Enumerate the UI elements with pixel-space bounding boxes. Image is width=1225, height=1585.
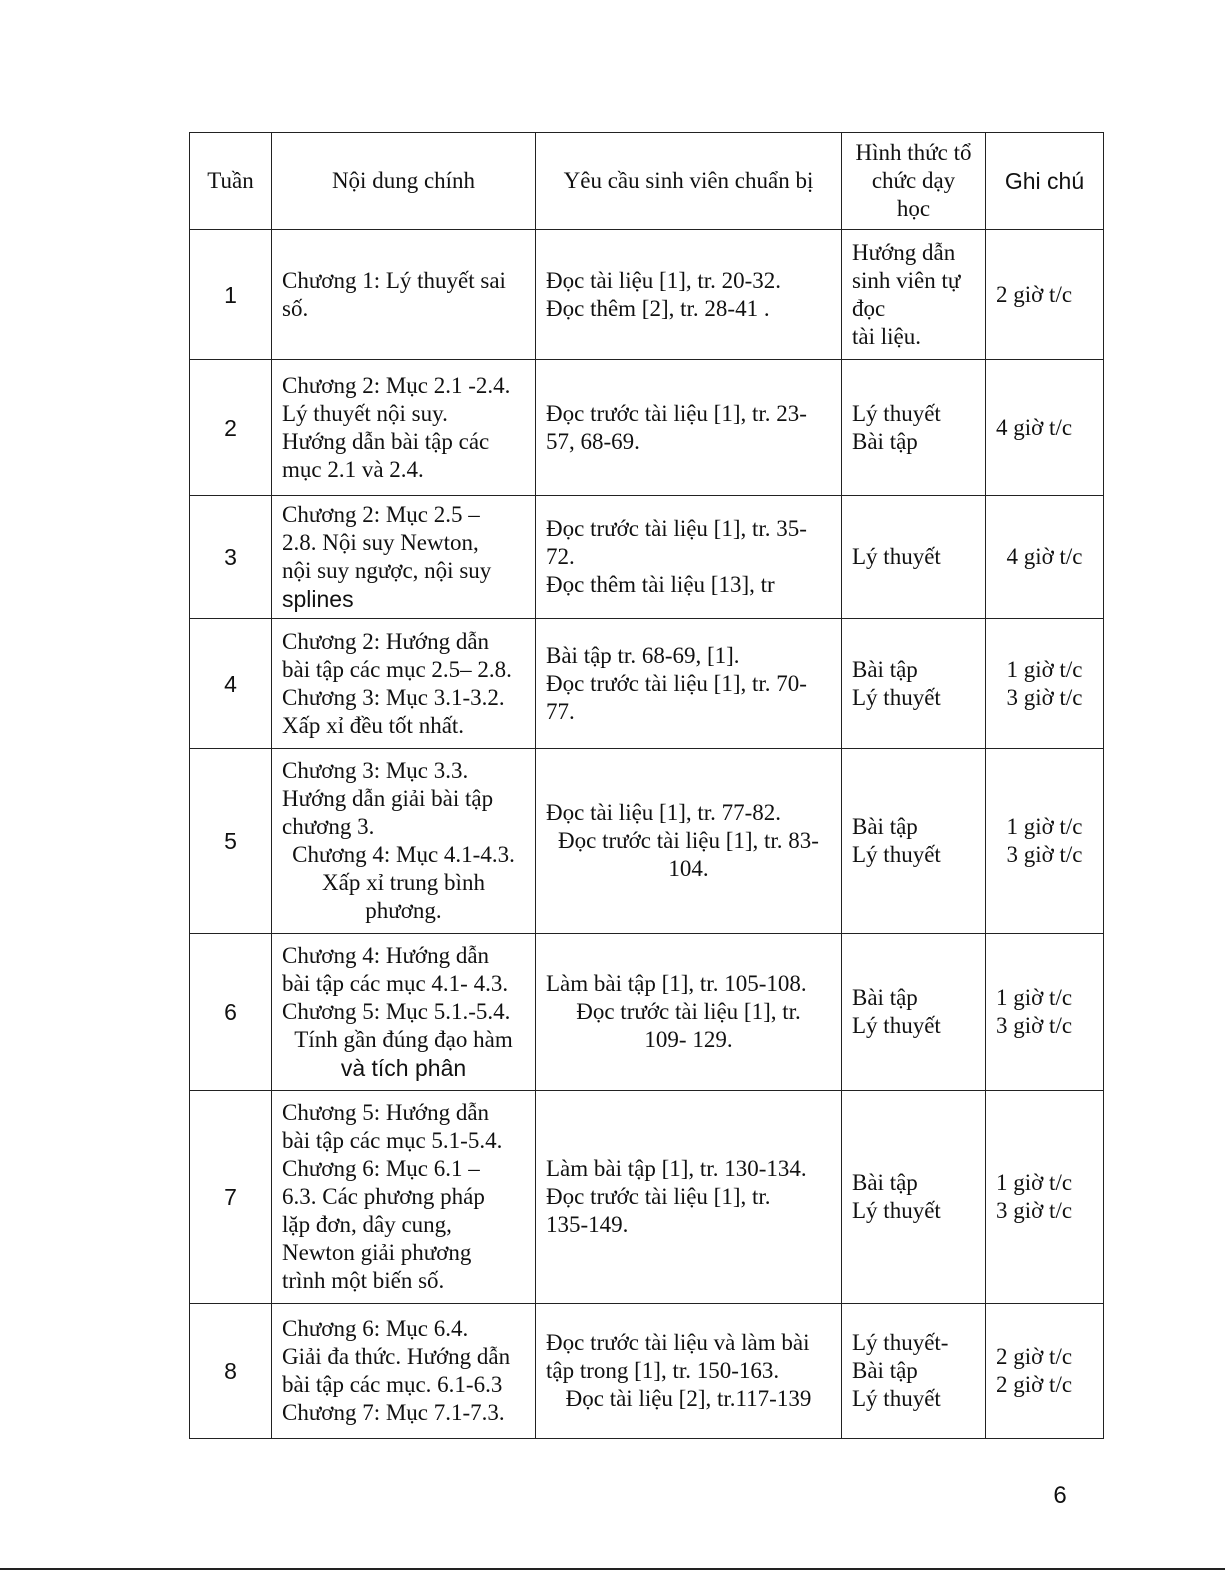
course-schedule-table	[189, 132, 1104, 1439]
note-cell	[986, 934, 1104, 1091]
note-line: 1 giờ t/c	[996, 985, 1073, 1010]
week-cell: 5	[190, 749, 272, 934]
content-line: Chương 5: Hướng dẫn	[282, 1100, 490, 1125]
week-cell: 7	[190, 1091, 272, 1304]
note-cell	[986, 749, 1104, 934]
format-line: Bài tập	[852, 985, 918, 1010]
content-line: trình một biến số.	[282, 1268, 445, 1293]
week-cell: 8	[190, 1304, 272, 1439]
content-line: bài tập các mục. 6.1-6.3	[282, 1372, 503, 1397]
content-line: Chương 5: Mục 5.1.-5.4.	[282, 999, 511, 1024]
format-line: Lý thuyết	[852, 544, 941, 569]
table-row	[190, 360, 1104, 496]
table-row	[190, 1304, 1104, 1439]
content-line: splines	[282, 586, 354, 612]
week-cell: 4	[190, 619, 272, 749]
content-line: Chương 2: Mục 2.1 -2.4.	[282, 372, 511, 398]
note-cell	[986, 360, 1104, 496]
format-line: Bài tập	[852, 428, 918, 454]
content-line: Chương 4: Hướng dẫn	[282, 943, 490, 968]
content-line: Chương 3: Mục 3.3.	[282, 758, 469, 783]
preparation-line: Đọc tài liệu [2], tr.117-139	[565, 1386, 812, 1411]
format-line: Lý thuyết	[852, 1198, 941, 1223]
content-line: nội suy ngược, nội suy	[282, 558, 492, 583]
preparation-line: 109- 129.	[644, 1027, 733, 1052]
table-row	[190, 496, 1104, 619]
preparation-line: 104.	[668, 856, 709, 881]
note-line: 3 giờ t/c	[1006, 842, 1083, 867]
note-line: 2 giờ t/c	[996, 1344, 1073, 1369]
week-cell: 3	[190, 496, 272, 619]
content-cell	[272, 360, 536, 496]
content-cell	[272, 619, 536, 749]
note-line: 2 giờ t/c	[996, 281, 1073, 307]
format-line: Bài tập	[852, 814, 918, 839]
note-cell	[986, 230, 1104, 360]
format-line: Lý thuyết-	[852, 1330, 949, 1355]
content-line: bài tập các mục 4.1- 4.3.	[282, 971, 509, 996]
content-line: Xấp xỉ đều tốt nhất.	[282, 712, 465, 738]
content-line: bài tập các mục 5.1-5.4.	[282, 1128, 503, 1153]
format-line: Lý thuyết	[852, 1386, 941, 1411]
preparation-line: 77.	[546, 698, 575, 724]
content-line: bài tập các mục 2.5– 2.8.	[282, 656, 512, 682]
content-line: Lý thuyết nội suy.	[282, 400, 448, 426]
header-preparation: Yêu cầu sinh viên chuẩn bị	[536, 133, 842, 230]
preparation-line: Đọc trước tài liệu [1], tr. 35-	[546, 516, 807, 541]
preparation-line: Đọc trước tài liệu [1], tr. 70-	[546, 670, 807, 696]
content-line: lặp đơn, dây cung,	[282, 1212, 452, 1237]
preparation-line: Đọc tài liệu [1], tr. 77-82.	[546, 800, 782, 825]
content-line: Tính gần đúng đạo hàm	[294, 1027, 513, 1052]
content-line: Chương 2: Mục 2.5 –	[282, 502, 480, 527]
table-header-row	[190, 133, 1104, 230]
note-line: 3 giờ t/c	[1006, 684, 1083, 710]
note-cell	[986, 1091, 1104, 1304]
format-line: Lý thuyết	[852, 684, 941, 710]
preparation-line: Đọc thêm [2], tr. 28-41 .	[546, 295, 770, 321]
content-line: Chương 7: Mục 7.1-7.3.	[282, 1400, 505, 1425]
note-cell	[986, 619, 1104, 749]
note-line: 1 giờ t/c	[1006, 656, 1083, 682]
format-cell	[842, 1091, 986, 1304]
table-row	[190, 749, 1104, 934]
table-row	[190, 1091, 1104, 1304]
content-cell	[272, 496, 536, 619]
content-line: Hướng dẫn bài tập các	[282, 428, 490, 454]
preparation-cell	[536, 934, 842, 1091]
note-line: 3 giờ t/c	[996, 1198, 1073, 1223]
table-row	[190, 619, 1104, 749]
header-format	[842, 133, 986, 230]
preparation-cell	[536, 749, 842, 934]
content-line: Xấp xỉ trung bình	[322, 870, 485, 895]
content-line: số.	[282, 295, 309, 321]
preparation-line: Đọc trước tài liệu [1], tr.	[576, 999, 801, 1024]
format-cell	[842, 230, 986, 360]
content-cell	[272, 1304, 536, 1439]
content-line: Giải đa thức. Hướng dẫn	[282, 1344, 511, 1369]
format-cell	[842, 934, 986, 1091]
note-line: 1 giờ t/c	[1006, 814, 1083, 839]
note-cell	[986, 496, 1104, 619]
format-cell	[842, 619, 986, 749]
preparation-line: Đọc trước tài liệu [1], tr. 23-	[546, 400, 807, 426]
content-line: 6.3. Các phương pháp	[282, 1184, 485, 1209]
preparation-cell	[536, 1091, 842, 1304]
format-cell	[842, 749, 986, 934]
preparation-cell	[536, 360, 842, 496]
week-cell: 6	[190, 934, 272, 1091]
content-line: Hướng dẫn giải bài tập	[282, 786, 494, 811]
content-line: Newton giải phương	[282, 1240, 472, 1265]
header-format-line: học	[896, 196, 931, 221]
note-line: 4 giờ t/c	[1006, 544, 1083, 569]
note-line: 4 giờ t/c	[996, 414, 1073, 440]
header-content: Nội dung chính	[272, 133, 536, 230]
format-line: Bài tập	[852, 1358, 918, 1383]
preparation-line: Bài tập tr. 68-69, [1].	[546, 642, 740, 668]
content-line: Chương 3: Mục 3.1-3.2.	[282, 684, 505, 710]
note-line: 1 giờ t/c	[996, 1170, 1073, 1195]
format-line: đọc	[852, 295, 886, 321]
preparation-line: Đọc trước tài liệu [1], tr. 83-	[558, 828, 819, 853]
preparation-cell	[536, 496, 842, 619]
format-line: tài liệu.	[852, 323, 921, 349]
preparation-line: Đọc trước tài liệu và làm bài	[546, 1330, 810, 1355]
content-line: Chương 6: Mục 6.4.	[282, 1316, 469, 1341]
preparation-line: tập trong [1], tr. 150-163.	[546, 1358, 780, 1383]
preparation-line: Làm bài tập [1], tr. 105-108.	[546, 971, 807, 996]
format-cell	[842, 1304, 986, 1439]
note-line: 2 giờ t/c	[996, 1372, 1073, 1397]
preparation-cell	[536, 619, 842, 749]
content-line: chương 3.	[282, 814, 375, 839]
page-number: 6	[1053, 1482, 1067, 1509]
content-line: và tích phân	[340, 1055, 467, 1081]
preparation-line: Đọc thêm tài liệu [13], tr	[546, 572, 775, 597]
page-bottom-divider	[0, 1568, 1225, 1570]
format-line: Bài tập	[852, 656, 918, 682]
format-line: Lý thuyết	[852, 1013, 941, 1038]
content-cell	[272, 230, 536, 360]
content-line: Chương 6: Mục 6.1 –	[282, 1156, 480, 1181]
week-cell: 1	[190, 230, 272, 360]
content-line: Chương 4: Mục 4.1-4.3.	[292, 842, 515, 867]
preparation-line: Đọc trước tài liệu [1], tr.	[546, 1184, 771, 1209]
content-line: Chương 2: Hướng dẫn	[282, 628, 490, 654]
header-format-line: Hình thức tổ	[855, 140, 972, 165]
preparation-line: 57, 68-69.	[546, 428, 640, 454]
format-line: Lý thuyết	[852, 400, 941, 426]
format-line: sinh viên tự	[852, 267, 961, 293]
preparation-line: 72.	[546, 544, 575, 569]
preparation-line: Làm bài tập [1], tr. 130-134.	[546, 1156, 807, 1181]
table-row	[190, 230, 1104, 360]
content-line: mục 2.1 và 2.4.	[282, 456, 424, 482]
preparation-line: 135-149.	[546, 1212, 629, 1237]
content-line: phương.	[365, 898, 442, 923]
table-row	[190, 934, 1104, 1091]
content-line: 2.8. Nội suy Newton,	[282, 530, 479, 555]
format-line: Lý thuyết	[852, 842, 941, 867]
week-cell: 2	[190, 360, 272, 496]
format-line: Hướng dẫn	[852, 239, 956, 265]
header-week: Tuần	[190, 133, 272, 230]
format-cell	[842, 496, 986, 619]
header-note: Ghi chú	[986, 133, 1104, 230]
preparation-cell	[536, 230, 842, 360]
format-line: Bài tập	[852, 1170, 918, 1195]
format-cell	[842, 360, 986, 496]
preparation-line: Đọc tài liệu [1], tr. 20-32.	[546, 267, 782, 293]
note-line: 3 giờ t/c	[996, 1013, 1073, 1038]
note-cell	[986, 1304, 1104, 1439]
content-cell	[272, 934, 536, 1091]
content-cell	[272, 1091, 536, 1304]
content-line: Chương 1: Lý thuyết sai	[282, 267, 506, 293]
content-cell	[272, 749, 536, 934]
preparation-cell	[536, 1304, 842, 1439]
header-format-line: chức dạy	[871, 168, 956, 193]
